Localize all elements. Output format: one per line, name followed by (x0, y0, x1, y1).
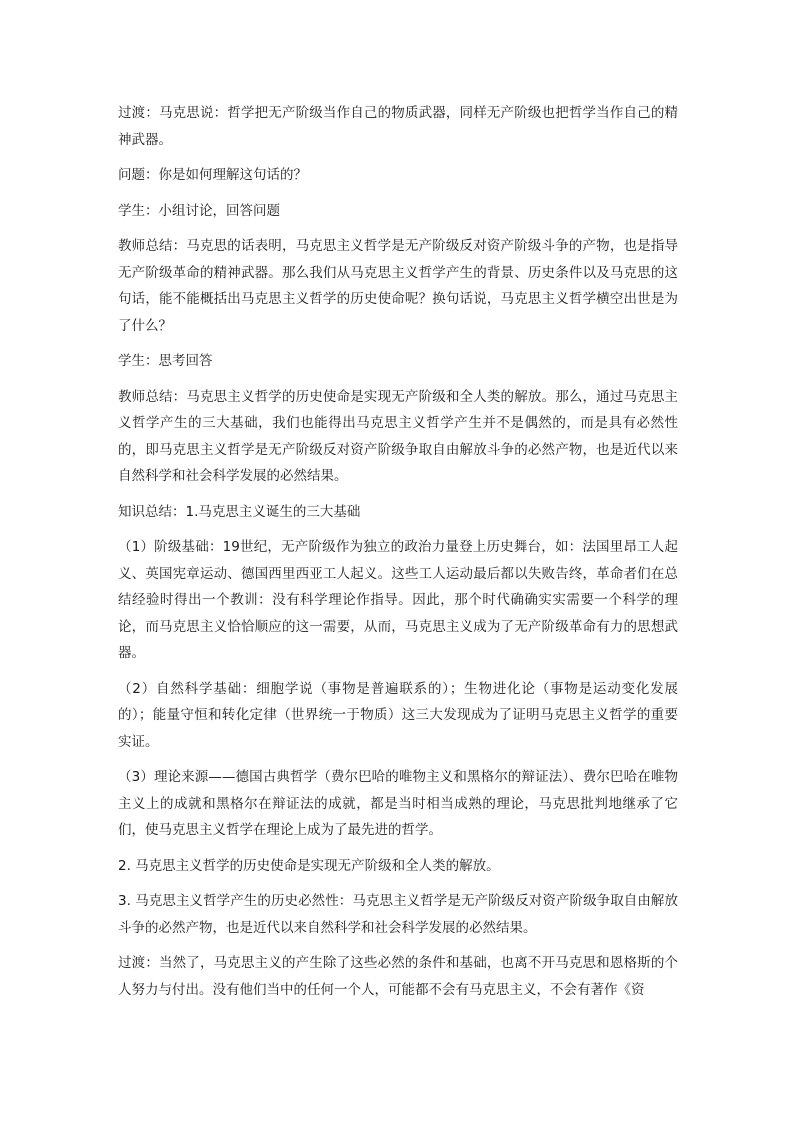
paragraph-historical-mission: 2. 马克思主义哲学的历史使命是实现无产阶级和全人类的解放。 (118, 857, 500, 874)
document-page (118, 100, 678, 1012)
paragraph-student-discussion: 学生：小组讨论，回答问题 (118, 202, 280, 219)
paragraph-question: 问题：你是如何理解这句话的？ (118, 167, 307, 183)
paragraph-historical-necessity: 3. 马克思主义哲学产生的历史必然性：马克思主义哲学是无产阶级反对资产阶级争取自由解放斗争的必然产物，也是近代以来自然科学和社会科学发展的必然结果。 (118, 893, 678, 936)
paragraph-theory-source: （3）理论来源——德国古典哲学（费尔巴哈的唯物主义和黑格尔的辩证法）、费尔巴哈在唯物主义上的成就和黑格尔在辩证法的成就，都是当时相当成熟的理论，马克思批判地继承了它们，使马克思主义哲学在理论上成为了最先进的哲学。 (118, 769, 678, 838)
paragraph-class-basis: （1）阶级基础：19世纪，无产阶级作为独立的政治力量登上历史舞台，如：法国里昂工人起义、英国宪章运动、德国西里西亚工人起义。这些工人运动最后都以失败告终，革命者们在总结经验时得出一个教训：没有科学理论作指导。因此，那个时代确确实实需要一个科学的理论，而马克思主义恰恰顺应的这一需要，从而，马克思主义成为了无产阶级革命有力的思想武器。 (118, 539, 678, 661)
paragraph-science-basis: （2）自然科学基础：细胞学说（事物是普遍联系的）；生物进化论（事物是运动变化发展的）；能量守恒和转化定律（世界统一于物质）这三大发现成为了证明马克思主义哲学的重要实证。 (118, 680, 678, 750)
paragraph-teacher-summary-2: 教师总结：马克思主义哲学的历史使命是实现无产阶级和全人类的解放。那么，通过马克思主义哲学产生的三大基础，我们也能得出马克思主义哲学产生并不是偶然的，而是具有必然性的，即马克思主义哲学是无产阶级反对资产阶级争取自由解放斗争的必然产物，也是近代以来自然科学和社会科学发展的必然结果。 (118, 388, 678, 484)
paragraph-transition-2: 过渡：当然了，马克思主义的产生除了这些必然的条件和基础，也离不开马克思和恩格斯的个人努力与付出。没有他们当中的任何一个人，可能都不会有马克思主义，不会有著作《资 (118, 955, 678, 998)
paragraph-transition-1: 过渡：马克思说：哲学把无产阶级当作自己的物质武器，同样无产阶级也把哲学当作自己的精神武器。 (118, 105, 678, 148)
paragraph-teacher-summary-1: 教师总结：马克思的话表明，马克思主义哲学是无产阶级反对资产阶级斗争的产物，也是指导无产阶级革命的精神武器。那么我们从马克思主义哲学产生的背景、历史条件以及马克思的这句话，能不能概括出马克思主义哲学的历史使命呢？换句话说，马克思主义哲学横空出世是为了什么？ (118, 238, 678, 334)
paragraph-knowledge-summary: 知识总结：1.马克思主义诞生的三大基础 (118, 503, 361, 520)
paragraph-student-answer: 学生：思考回答 (118, 353, 213, 369)
